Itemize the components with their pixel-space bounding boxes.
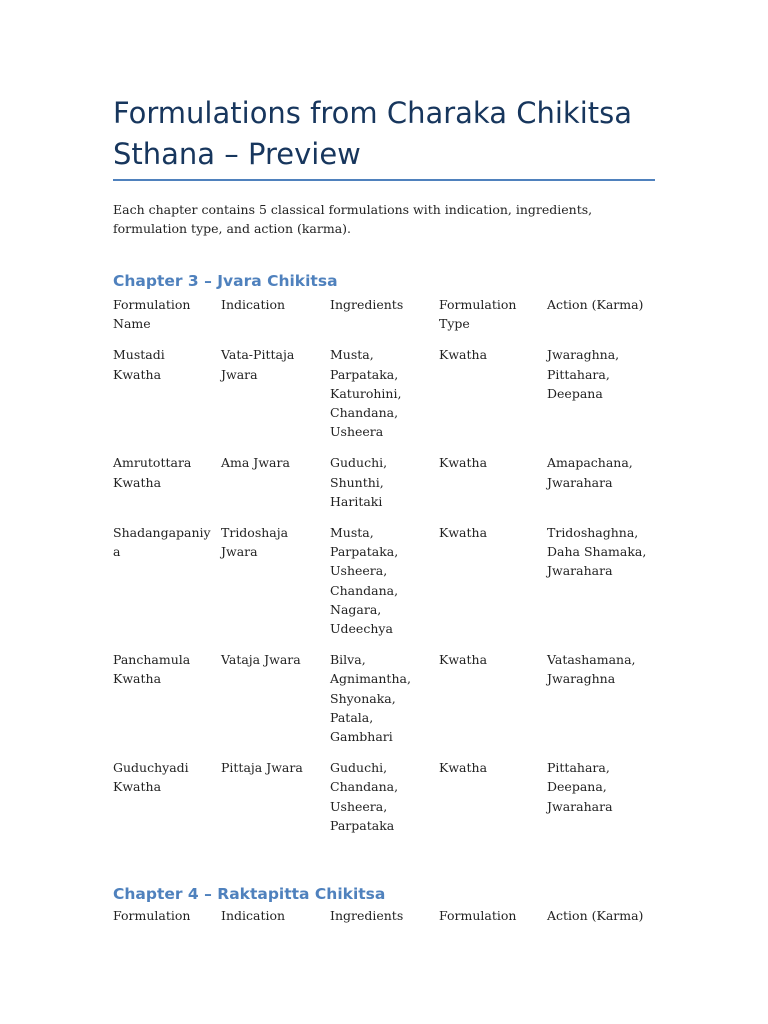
column-header-ingredients: Ingredients <box>330 908 404 923</box>
chapter-3-heading: Chapter 3 – Jvara Chikitsa <box>113 272 338 290</box>
cell-ingredients: Guduchi, Shunthi, Haritaki <box>330 455 388 509</box>
title-divider <box>113 179 655 181</box>
cell-ingredients: Guduchi, Chandana, Usheera, Parpataka <box>330 760 399 833</box>
column-header-type: Formulation Type <box>439 297 517 332</box>
cell-name: Mustadi Kwatha <box>113 347 165 382</box>
column-header-ingredients: Ingredients <box>330 297 404 312</box>
table-row <box>113 758 658 847</box>
document-title: Formulations from Charaka Chikitsa Sthana – Preview <box>113 96 632 171</box>
table-row <box>113 453 658 523</box>
column-header-indication: Indication <box>221 297 286 312</box>
cell-action: Tridoshaghna, Daha Shamaka, Jwarahara <box>547 525 647 579</box>
cell-type: Kwatha <box>439 760 488 776</box>
cell-name: Amrutottara Kwatha <box>113 455 192 490</box>
cell-name: Shadangapaniya <box>113 525 211 560</box>
cell-action: Vatashamana, Jwaraghna <box>547 652 636 687</box>
cell-type: Kwatha <box>439 525 488 541</box>
table-row <box>113 345 658 453</box>
column-header-action: Action (Karma) <box>547 908 644 923</box>
table-header-row <box>113 906 658 937</box>
cell-type: Kwatha <box>439 347 488 363</box>
cell-name: Guduchyadi Kwatha <box>113 760 189 795</box>
table-row <box>113 650 658 758</box>
cell-ingredients: Bilva, Agnimantha, Shyonaka, Patala, Gambhari <box>330 652 411 745</box>
cell-indication: Tridoshaja Jwara <box>221 525 289 560</box>
cell-ingredients: Musta, Parpataka, Katurohini, Chandana, Usheera <box>330 347 402 440</box>
intro-paragraph: Each chapter contains 5 classical formulations with indication, ingredients, formulation type, and action (karma). <box>113 202 593 236</box>
chapter-3-table <box>113 295 658 847</box>
column-header-action: Action (Karma) <box>547 297 644 312</box>
cell-indication: Pittaja Jwara <box>221 760 303 776</box>
cell-indication: Ama Jwara <box>221 455 290 471</box>
column-header-name: Formulation <box>113 908 191 923</box>
column-header-indication: Indication <box>221 908 286 923</box>
cell-action: Pittahara, Deepana, Jwarahara <box>547 760 613 814</box>
cell-indication: Vataja Jwara <box>221 652 301 668</box>
cell-name: Panchamula Kwatha <box>113 652 191 687</box>
cell-action: Amapachana, Jwarahara <box>547 455 633 490</box>
chapter-4-heading: Chapter 4 – Raktapitta Chikitsa <box>113 885 386 903</box>
cell-indication: Vata-Pittaja Jwara <box>221 347 295 382</box>
column-header-type: Formulation <box>439 908 517 923</box>
table-row <box>113 523 658 650</box>
chapter-4-table <box>113 906 658 937</box>
cell-type: Kwatha <box>439 652 488 668</box>
cell-type: Kwatha <box>439 455 488 471</box>
column-header-name: Formulation Name <box>113 297 191 332</box>
cell-ingredients: Musta, Parpataka, Usheera, Chandana, Nagara, Udeechya <box>330 525 399 637</box>
table-header-row <box>113 295 658 345</box>
cell-action: Jwaraghna, Pittahara, Deepana <box>547 347 620 401</box>
